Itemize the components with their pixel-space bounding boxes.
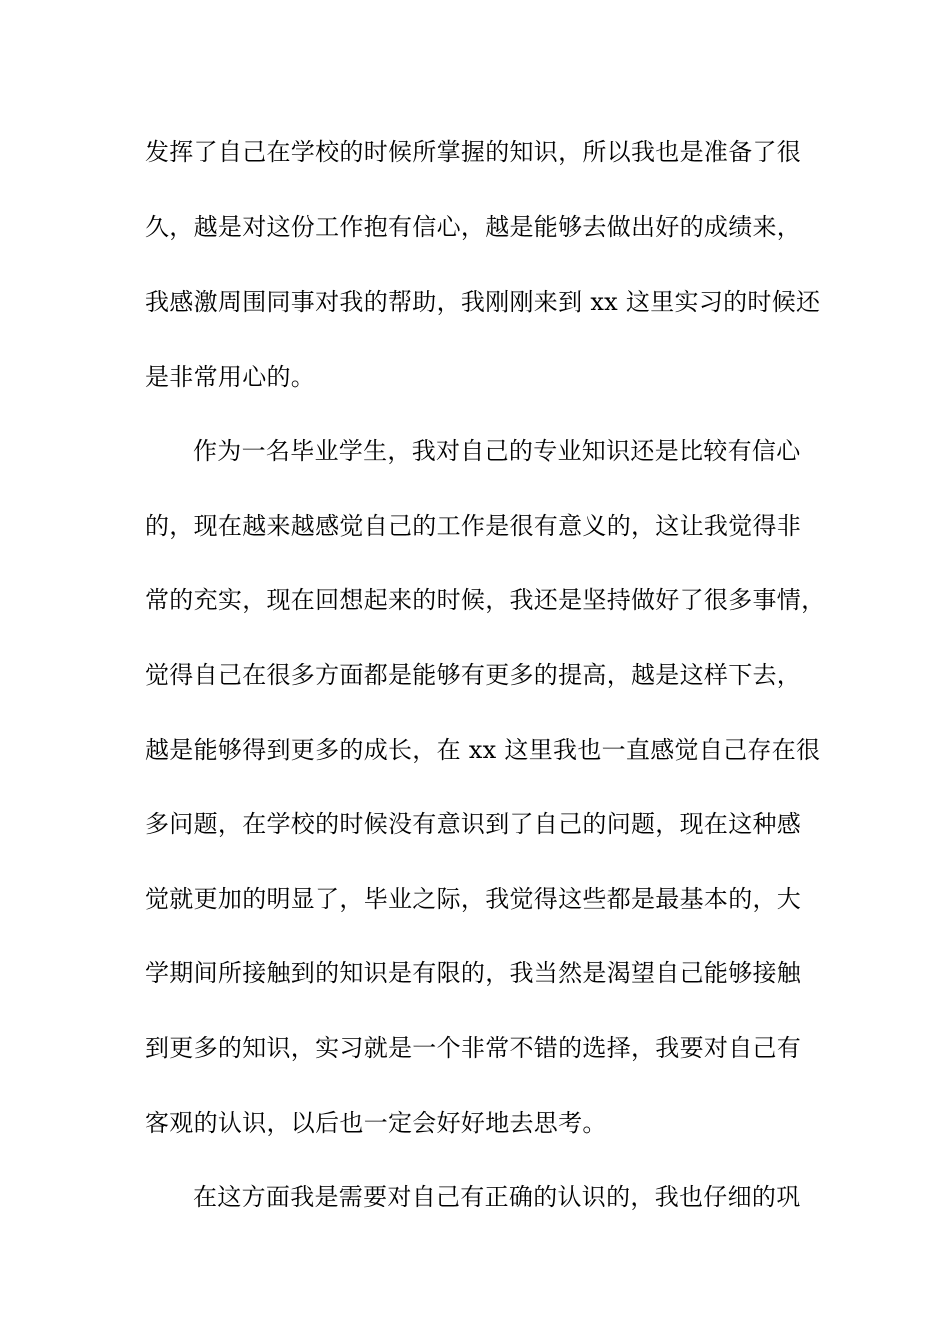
text-line: 久，越是对这份工作抱有信心，越是能够去做出好的成绩来， xyxy=(145,213,802,241)
text-line: 常的充实，现在回想起来的时候，我还是坚持做好了很多事情， xyxy=(145,586,826,614)
text-line: 到更多的知识，实习就是一个非常不错的选择，我要对自己有 xyxy=(145,1034,802,1062)
text-line: 的，现在越来越感觉自己的工作是很有意义的，这让我觉得非 xyxy=(145,512,802,540)
text-line: 学期间所接触到的知识是有限的，我当然是渴望自己能够接触 xyxy=(145,959,802,987)
text-line: 客观的认识，以后也一定会好好地去思考。 xyxy=(145,1109,607,1137)
text-line: 发挥了自己在学校的时候所掌握的知识，所以我也是准备了很 xyxy=(145,138,802,166)
text-line: 越是能够得到更多的成长，在 xx 这里我也一直感觉自己存在很 xyxy=(145,736,821,764)
text-line: 觉就更加的明显了，毕业之际，我觉得这些都是最基本的，大 xyxy=(145,885,802,913)
text-line-paragraph-start: 在这方面我是需要对自己有正确的认识的，我也仔细的巩 xyxy=(193,1183,801,1211)
text-line: 是非常用心的。 xyxy=(145,363,316,391)
text-line: 我感激周围同事对我的帮助，我刚刚来到 xx 这里实习的时候还 xyxy=(145,288,821,316)
text-line-paragraph-start: 作为一名毕业学生，我对自己的专业知识还是比较有信心 xyxy=(193,437,801,465)
text-line: 多问题，在学校的时候没有意识到了自己的问题，现在这种感 xyxy=(145,810,802,838)
text-line: 觉得自己在很多方面都是能够有更多的提高，越是这样下去， xyxy=(145,661,802,689)
